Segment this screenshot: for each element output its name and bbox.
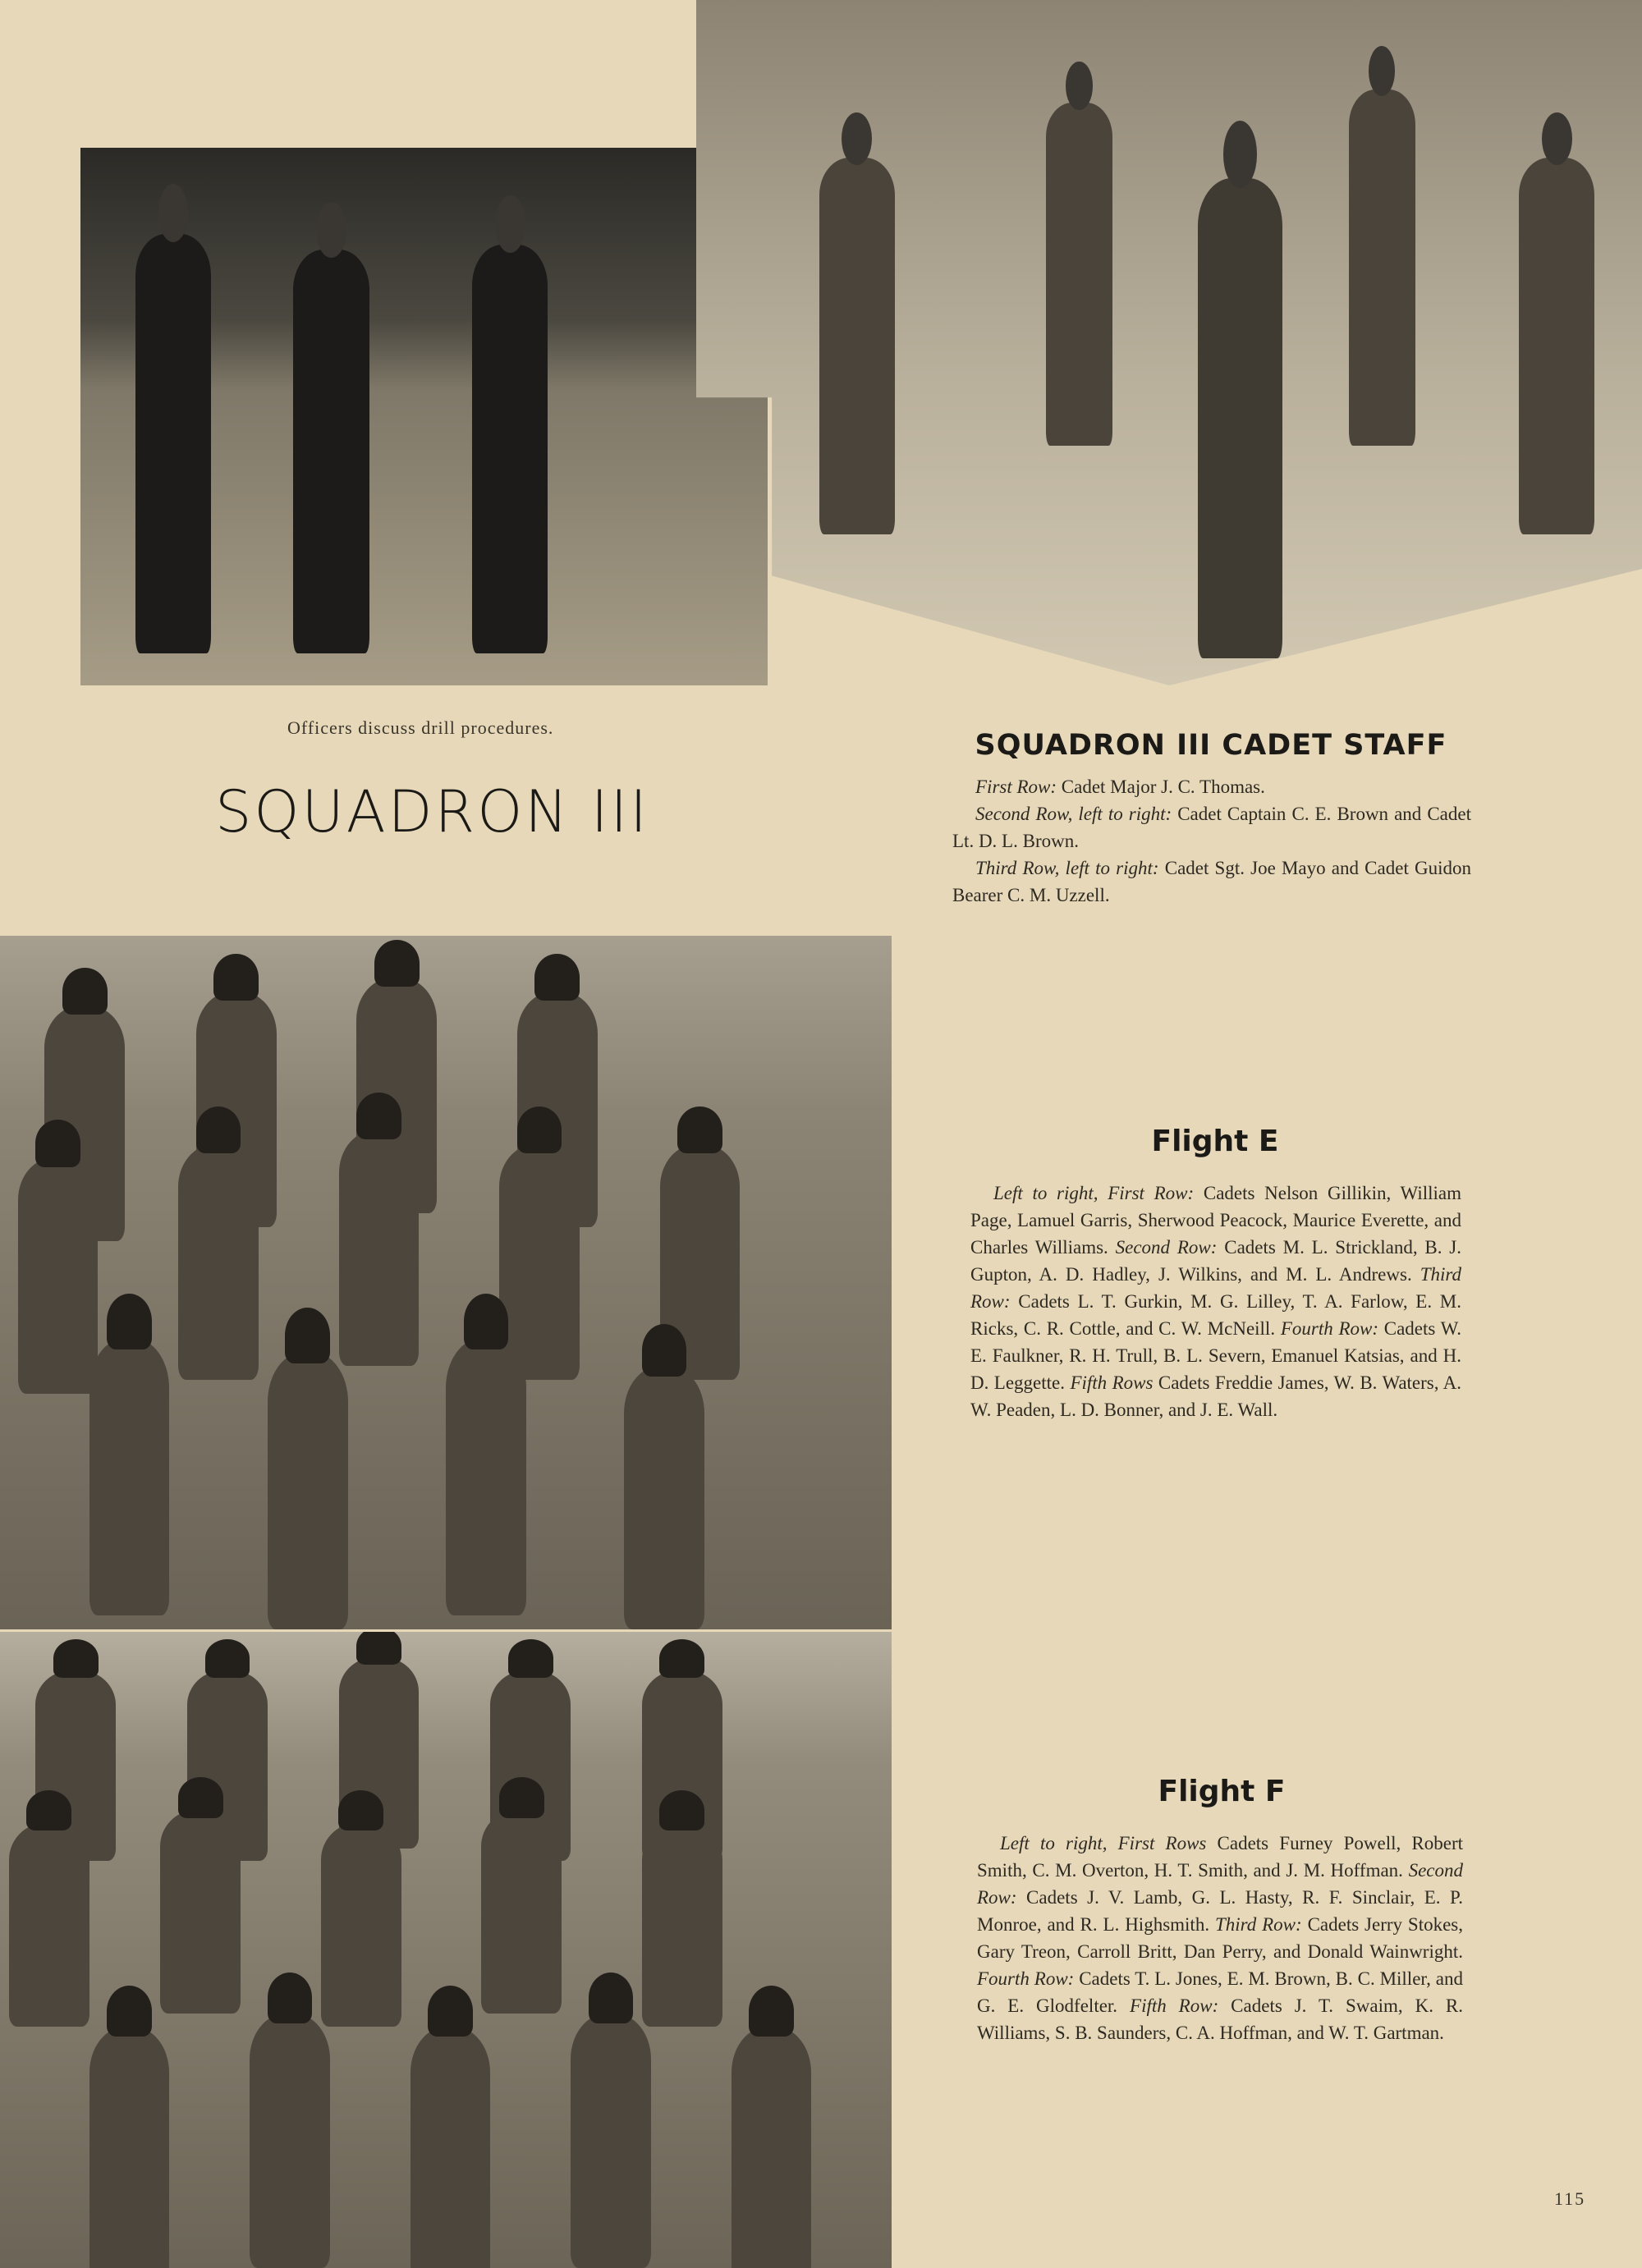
page-title: SQUADRON III xyxy=(215,778,649,845)
cadet-figure xyxy=(268,1352,348,1629)
cadet-figure xyxy=(321,1823,401,2027)
officer-figure xyxy=(135,234,211,653)
cadet-figure xyxy=(1519,158,1594,534)
cadet-figure xyxy=(642,1823,722,2027)
cadet-figure xyxy=(819,158,895,534)
flight-f-heading: Flight F xyxy=(1158,1775,1286,1808)
flight-f-photo xyxy=(0,1632,892,2268)
officer-figure xyxy=(472,245,548,653)
page-number: 115 xyxy=(1554,2188,1586,2209)
flight-e-paragraph: Left to right, First Row: Cadets Nelson Gillikin, William Page, Lamuel Garris, Sherwood Peacock, Maurice Everette, and Charles Williams. Second Row: Cadets M. L. Strickland, B. J. Gupton, A. D. Hadley, J. Wilkins, and M. L. Andrews. Third Row: Cadets L. T. Gurkin, M. G. Lilley, T. A. Farlow, E. M. Ricks, C. R. Cottle, and C. W. McNeill. Fourth Row: Cadets W. E. Faulkner, R. H. Trull, B. L. Severn, Emanuel Katsias, and H. D. Leggette. Fifth Rows Cadets Freddie James, W. B. Waters, A. W. Peaden, L. D. Bonner, and J. E. Wall. xyxy=(970,1183,1462,1420)
cadet-figure xyxy=(446,1338,526,1615)
cadet-figure xyxy=(339,1130,420,1366)
cadet-staff-photo xyxy=(696,0,1642,685)
cadet-staff-text xyxy=(952,773,1471,909)
officers-photo xyxy=(80,148,768,685)
cadet-staff-heading: SQUADRON III CADET STAFF xyxy=(975,729,1447,762)
cadet-figure xyxy=(18,1157,99,1393)
officer-figure xyxy=(293,250,369,653)
cadet-staff-row: Second Row, left to right: Cadet Captain C. E. Brown and Cadet Lt. D. L. Brown. xyxy=(952,804,1471,851)
cadet-figure xyxy=(89,1338,170,1615)
cadet-figure xyxy=(624,1366,704,1629)
flight-e-heading: Flight E xyxy=(1151,1125,1279,1158)
cadet-figure xyxy=(1198,178,1283,658)
cadet-figure xyxy=(160,1810,241,2014)
cadet-figure xyxy=(1349,89,1415,446)
cadet-figure xyxy=(9,1823,89,2027)
cadet-figure xyxy=(732,2027,812,2268)
cadet-figure xyxy=(410,2027,491,2268)
flight-f-paragraph: Left to right, First Rows Cadets Furney Powell, Robert Smith, C. M. Overton, H. T. Smith, and J. M. Hoffman. Second Row: Cadets J. V. Lamb, G. L. Hasty, R. F. Sinclair, E. P. Monroe, and R. L. Highsmith. Third Row: Cadets Jerry Stokes, Gary Treon, Carroll Britt, Dan Perry, and Donald Wainwright. Fourth Row: Cadets T. L. Jones, E. M. Brown, B. C. Miller, and G. E. Glodfelter. Fifth Row: Cadets J. T. Swaim, K. R. Williams, S. B. Saunders, C. A. Hoffman, and W. T. Gartman. xyxy=(977,1833,1464,2043)
cadet-figure xyxy=(499,1144,580,1380)
cadet-figure xyxy=(481,1810,562,2014)
cadet-figure xyxy=(1046,103,1112,446)
flight-e-text xyxy=(970,1180,1461,1423)
cadet-staff-row: Third Row, left to right: Cadet Sgt. Joe Mayo and Cadet Guidon Bearer C. M. Uzzell. xyxy=(952,858,1472,905)
cadet-figure xyxy=(89,2027,170,2268)
flight-e-photo xyxy=(0,936,892,1629)
cadet-staff-row: First Row: Cadet Major J. C. Thomas. xyxy=(975,777,1265,797)
cadet-figure xyxy=(571,2014,651,2268)
photo-caption: Officers discuss drill procedures. xyxy=(287,717,554,738)
cadet-figure xyxy=(250,2014,330,2268)
cadet-figure xyxy=(178,1144,259,1380)
flight-f-text xyxy=(977,1830,1463,2046)
